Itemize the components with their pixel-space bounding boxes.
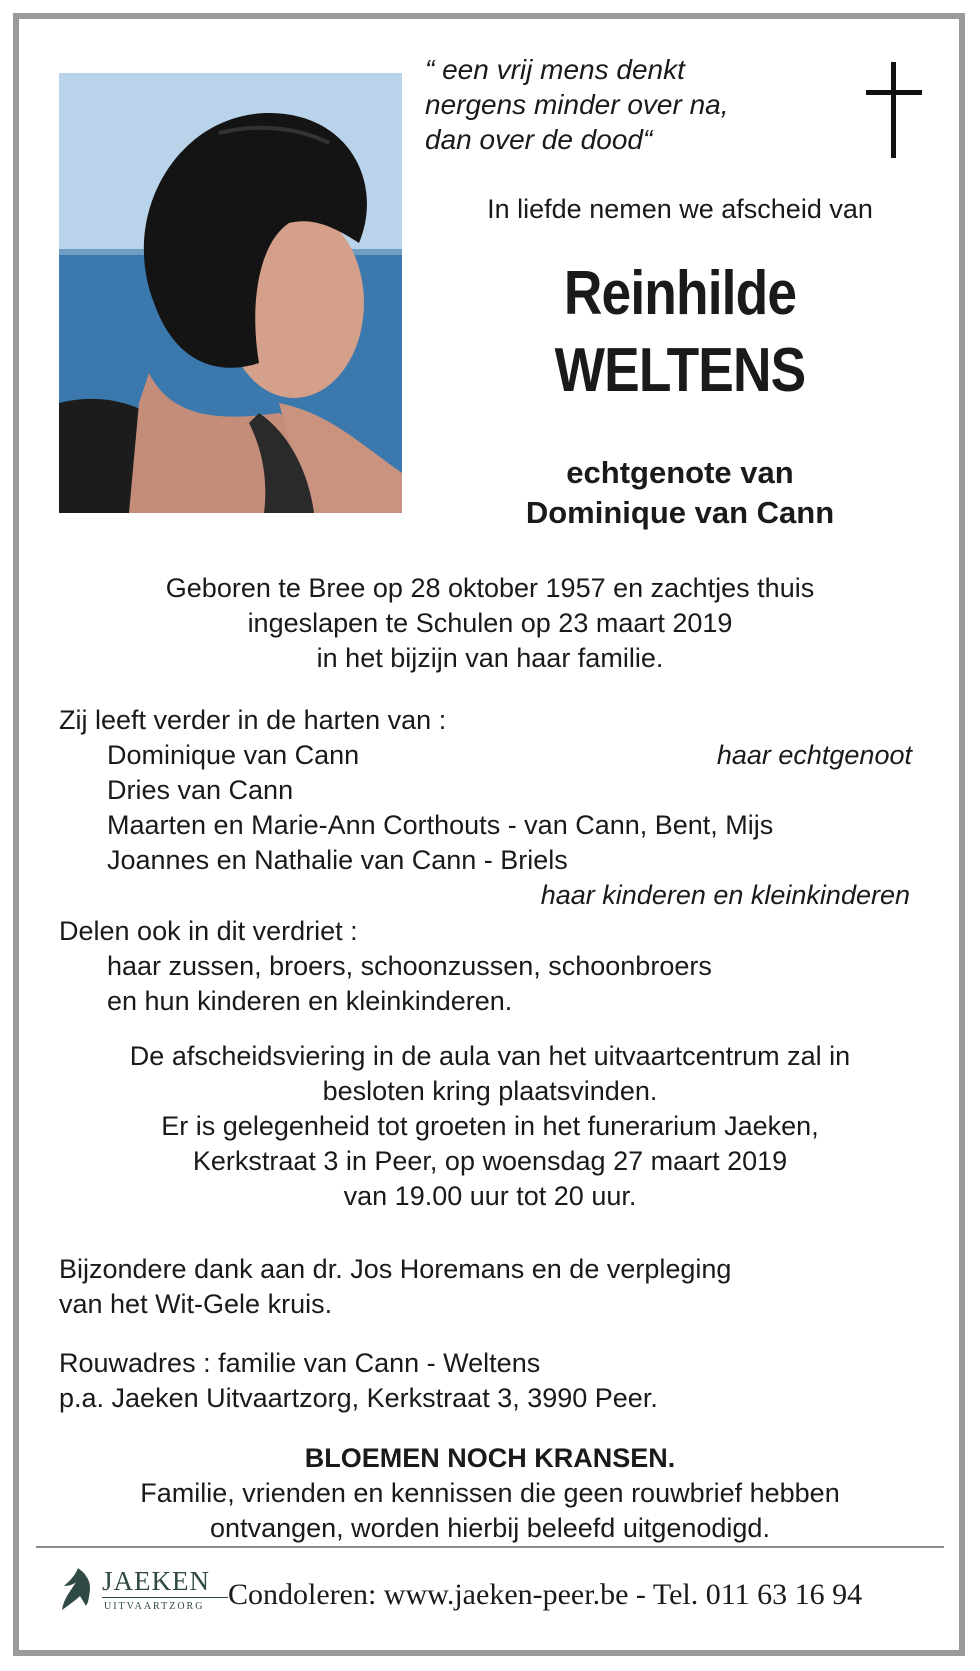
thanks-line-2: van het Wit-Gele kruis. [59, 1289, 333, 1319]
ceremony-line-5: van 19.00 uur tot 20 uur. [343, 1181, 637, 1211]
footer-divider [36, 1546, 944, 1548]
cross-icon [866, 62, 922, 158]
survivor-children-role: haar kinderen en kleinkinderen [540, 880, 910, 910]
intro-text: In liefde nemen we afscheid van [487, 194, 873, 224]
ceremony-line-1: De afscheidsviering in de aula van het uitvaartcentrum zal in [129, 1041, 851, 1071]
portrait-photo [59, 73, 402, 513]
address-line-1: Rouwadres : familie van Cann - Weltens [59, 1348, 541, 1378]
deceased-last-name: WELTENS [554, 336, 806, 405]
sharing-line: en hun kinderen en kleinkinderen. [107, 986, 513, 1016]
flowers-heading: BLOEMEN NOCH KRANSEN. [304, 1443, 676, 1473]
thanks-line-1: Bijzondere dank aan dr. Jos Horemans en de verpleging [59, 1254, 732, 1284]
epigraph-quote [425, 52, 729, 157]
birth-death-block [40, 571, 940, 676]
survivor-child: Dries van Cann [107, 775, 294, 805]
condolences-contact: Condoleren: www.jaeken-peer.be - Tel. 011 63 16 94 [228, 1578, 863, 1611]
ceremony-line-4: Kerkstraat 3 in Peer, op woensdag 27 maart 2019 [192, 1146, 788, 1176]
flowers-block [40, 1441, 940, 1546]
thanks-block [59, 1252, 731, 1322]
mourning-address [59, 1346, 658, 1416]
dove-icon [60, 1566, 96, 1616]
sharing-line: haar zussen, broers, schoonzussen, schoonbroers [107, 951, 712, 981]
birth-death-line-1: Geboren te Bree op 28 oktober 1957 en zachtjes thuis [165, 573, 815, 603]
jaeken-logo [60, 1564, 230, 1620]
flowers-line-1: Familie, vrienden en kennissen die geen rouwbrief hebben [140, 1478, 840, 1508]
birth-death-line-3: in het bijzijn van haar familie. [316, 643, 664, 673]
flowers-line-2: ontvangen, worden hierbij beleefd uitgenodigd. [210, 1513, 770, 1543]
birth-death-line-2: ingeslapen te Schulen op 23 maart 2019 [247, 608, 733, 638]
ceremony-line-3: Er is gelegenheid tot groeten in het funerarium Jaeken, [161, 1111, 819, 1141]
logo-name: JAEKEN [102, 1566, 210, 1596]
survivor-child: Maarten en Marie-Ann Corthouts - van Cann, Bent, Mijs [107, 810, 774, 840]
sharing-heading: Delen ook in dit verdriet : [59, 916, 358, 946]
spouse-label: echtgenote van [566, 455, 794, 490]
deceased-first-name: Reinhilde [563, 259, 797, 328]
survivor-spouse-name: Dominique van Cann [107, 740, 360, 770]
quote-line-2: nergens minder over na, [425, 89, 729, 120]
ceremony-line-2: besloten kring plaatsvinden. [322, 1076, 658, 1106]
portrait-illustration [59, 73, 402, 513]
ceremony-block [40, 1039, 940, 1214]
survivors-heading: Zij leeft verder in de harten van : [59, 705, 447, 735]
survivor-child: Joannes en Nathalie van Cann - Briels [107, 845, 568, 875]
address-line-2: p.a. Jaeken Uitvaartzorg, Kerkstraat 3, 3990 Peer. [59, 1383, 658, 1413]
logo-rule [102, 1597, 228, 1598]
logo-subtitle: UITVAARTZORG [104, 1601, 205, 1612]
survivor-spouse-role: haar echtgenoot [716, 740, 912, 770]
spouse-name: Dominique van Cann [525, 495, 835, 530]
quote-line-1: “ een vrij mens denkt [425, 54, 685, 85]
quote-line-3: dan over de dood“ [425, 124, 653, 155]
